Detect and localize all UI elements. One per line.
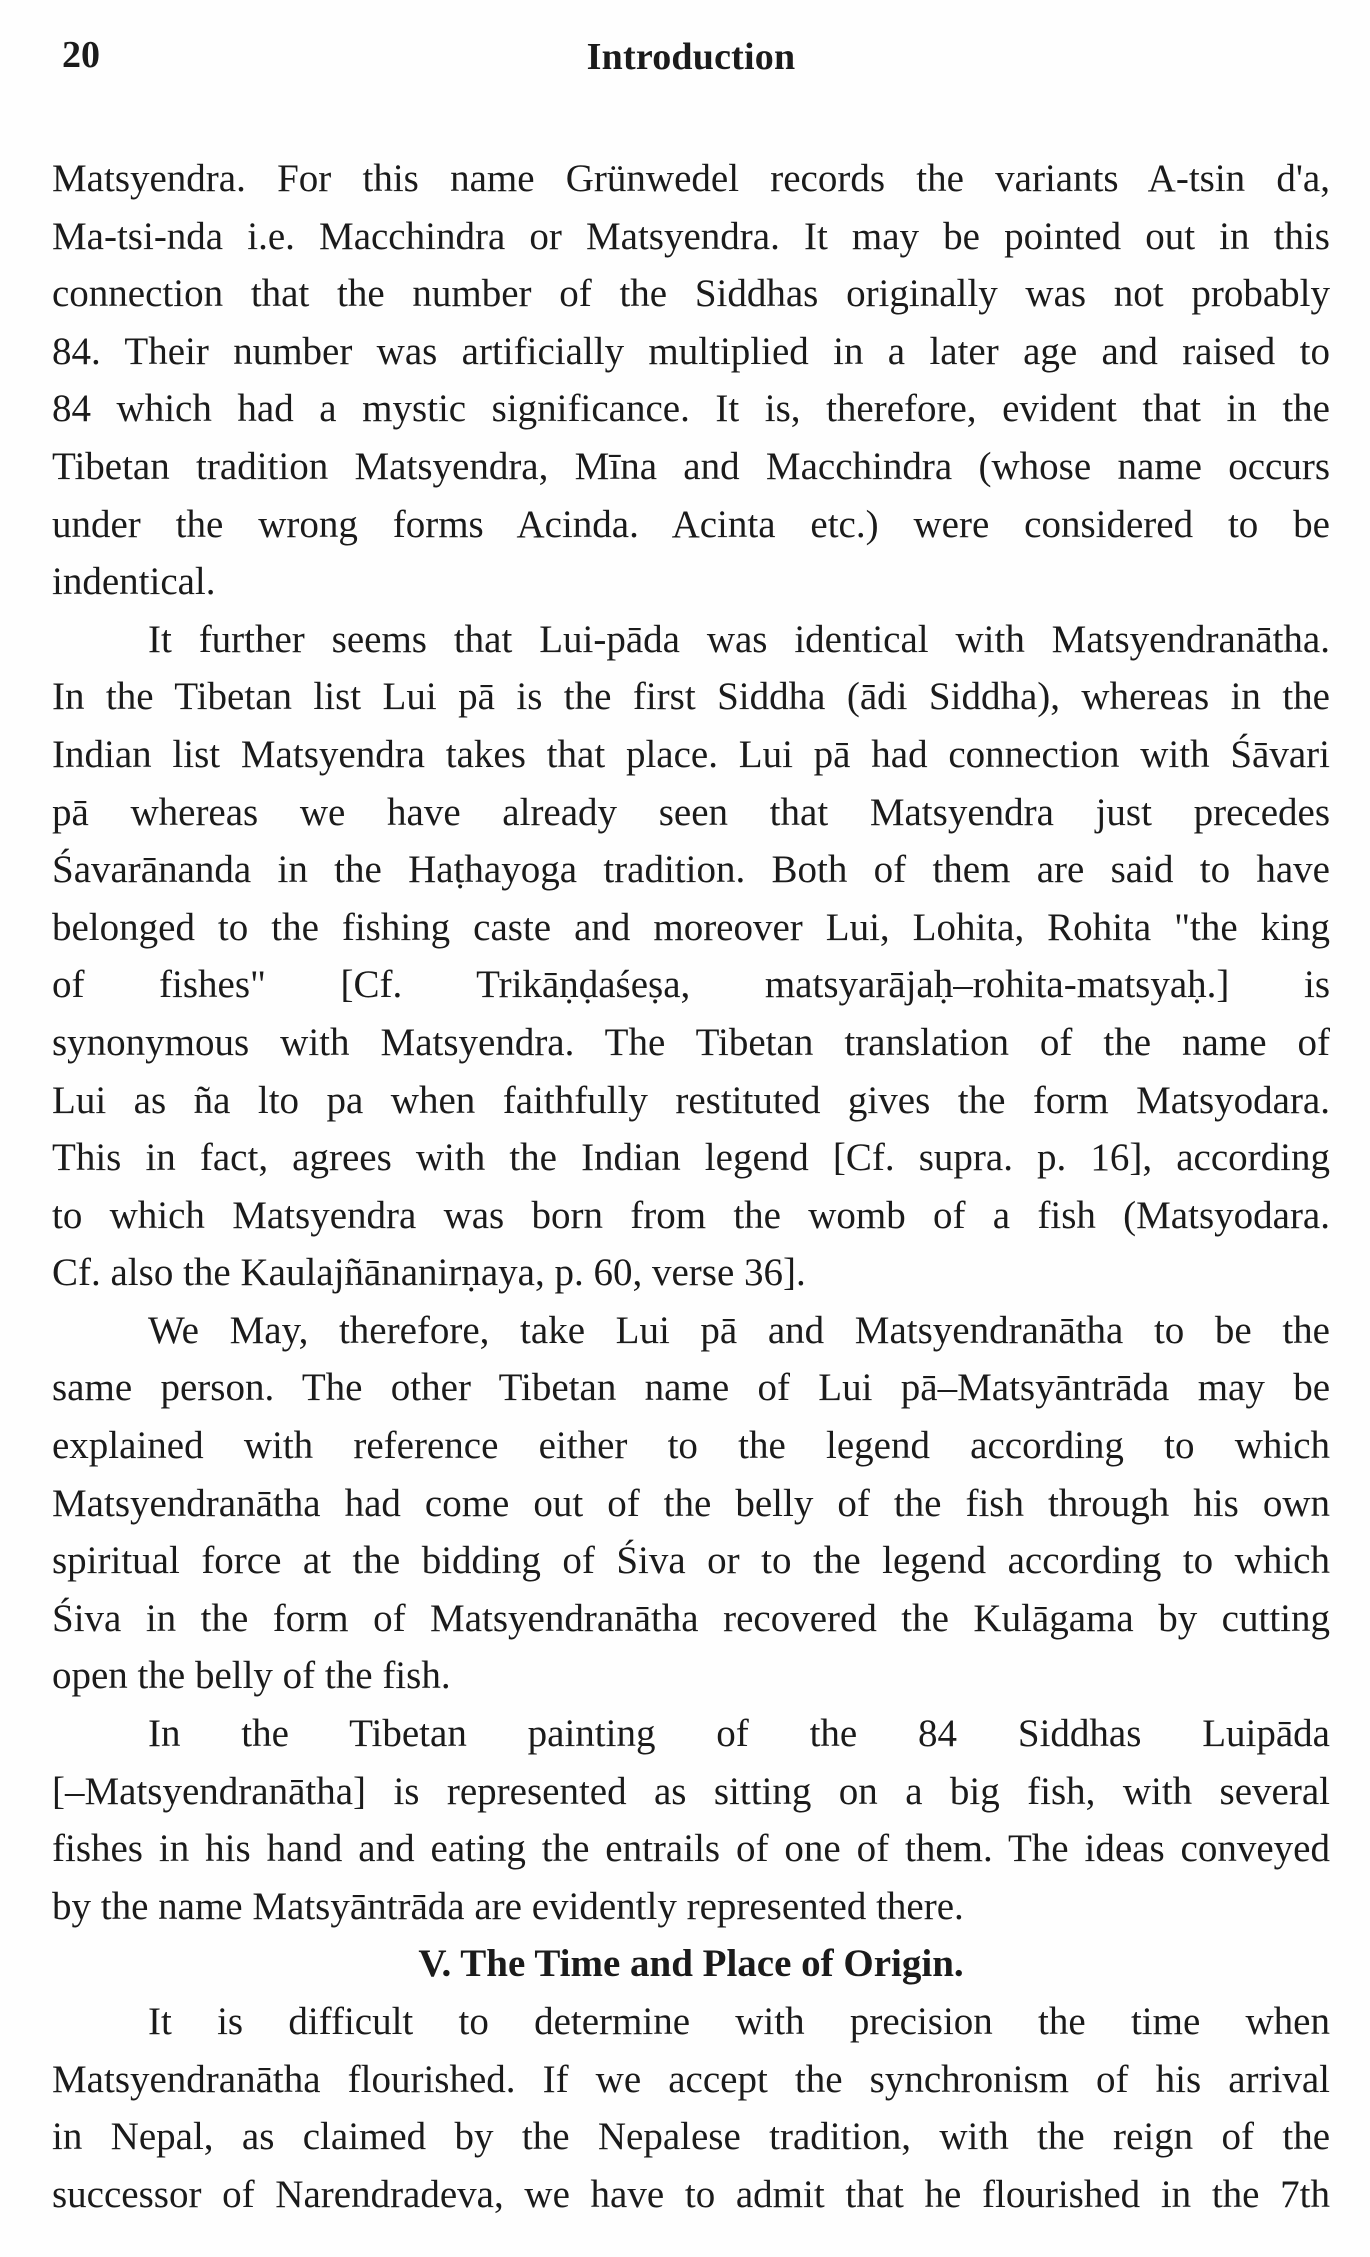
- text-line: to which Matsyendra was born from the womb of a fish (Matsyodara.: [52, 1193, 1330, 1237]
- body-text: [52, 150, 1330, 2223]
- text-line: Matsyendra. For this name Grünwedel records the variants A-tsin d'a,: [52, 157, 1330, 200]
- text-line: pā whereas we have already seen that Matsyendra just precedes: [52, 790, 1330, 834]
- text-line: In the Tibetan list Lui pā is the first Siddha (ādi Siddha), whereas in the: [52, 675, 1330, 719]
- paragraph-4: [52, 1705, 1330, 1935]
- text-line: under the wrong forms Acinda. Acinta etc.) were considered to be: [52, 502, 1330, 546]
- text-line: Matsyendranātha flourished. If we accept the synchronism of his arrival: [52, 2057, 1330, 2101]
- text-line: Ma-tsi-nda i.e. Macchindra or Matsyendra. It may be pointed out in this: [52, 214, 1330, 258]
- text-line: fishes in his hand and eating the entrails of one of them. The ideas conveyed: [52, 1827, 1330, 1871]
- text-line: same person. The other Tibetan name of Lui pā–Matsyāntrāda may be: [52, 1366, 1330, 1410]
- text-line: Śavarānanda in the Haṭhayoga tradition. Both of them are said to have: [52, 848, 1330, 892]
- text-line: 84 which had a mystic significance. It is, therefore, evident that in the: [52, 387, 1330, 431]
- text-line: indentical.: [52, 560, 216, 604]
- text-line: This in fact, agrees with the Indian legend [Cf. supra. p. 16], according: [52, 1136, 1330, 1180]
- text-line: 84. Their number was artificially multiplied in a later age and raised to: [52, 329, 1330, 373]
- paragraph-1: [52, 150, 1330, 611]
- text-line: explained with reference either to the legend according to which: [52, 1424, 1330, 1468]
- text-line: synonymous with Matsyendra. The Tibetan translation of the name of: [52, 1020, 1330, 1064]
- text-line: by the name Matsyāntrāda are evidently represented there.: [52, 1884, 964, 1928]
- text-line: It further seems that Lui-pāda was identical with Matsyendranātha.: [148, 617, 1330, 661]
- text-line: Śiva in the form of Matsyendranātha recovered the Kulāgama by cutting: [52, 1596, 1330, 1640]
- text-line: Lui as ña lto pa when faithfully restituted gives the form Matsyodara.: [52, 1078, 1330, 1122]
- running-head: [52, 0, 1330, 80]
- text-line: in Nepal, as claimed by the Nepalese tradition, with the reign of the: [52, 2115, 1330, 2159]
- paragraph-3: [52, 1302, 1330, 1705]
- text-line: Cf. also the Kaulajñānanirṇaya, p. 60, verse 36].: [52, 1251, 806, 1295]
- page-number: 20: [62, 34, 100, 76]
- paragraph-2: [52, 611, 1330, 1302]
- text-line: In the Tibetan painting of the 84 Siddhas Luipāda: [148, 1712, 1330, 1756]
- text-line: belonged to the fishing caste and moreover Lui, Lohita, Rohita "the king: [52, 905, 1330, 949]
- text-line: It is difficult to determine with precision the time when: [148, 2000, 1330, 2043]
- text-line: of fishes" [Cf. Trikāṇḍaśeṣa, matsyarājaḥ–rohita-matsyaḥ.] is: [52, 963, 1330, 1007]
- text-line: open the belly of the fish.: [52, 1654, 451, 1698]
- paragraph-5: [52, 1993, 1330, 2223]
- text-line: successor of Narendradeva, we have to admit that he flourished in the 7th: [52, 2172, 1330, 2216]
- header-title: Introduction: [586, 36, 796, 78]
- text-line: We May, therefore, take Lui pā and Matsyendranātha to be the: [148, 1308, 1330, 1352]
- text-line: Tibetan tradition Matsyendra, Mīna and Macchindra (whose name occurs: [52, 444, 1330, 488]
- text-line: Indian list Matsyendra takes that place. Lui pā had connection with Śāvari: [52, 732, 1330, 776]
- section-heading: V. The Time and Place of Origin.: [418, 1942, 964, 1986]
- text-line: connection that the number of the Siddhas originally was not probably: [52, 272, 1330, 316]
- text-line: spiritual force at the bidding of Śiva or to the legend according to which: [52, 1539, 1330, 1583]
- text-line: Matsyendranātha had come out of the belly of the fish through his own: [52, 1481, 1330, 1525]
- text-line: [–Matsyendranātha] is represented as sitting on a big fish, with several: [52, 1769, 1330, 1813]
